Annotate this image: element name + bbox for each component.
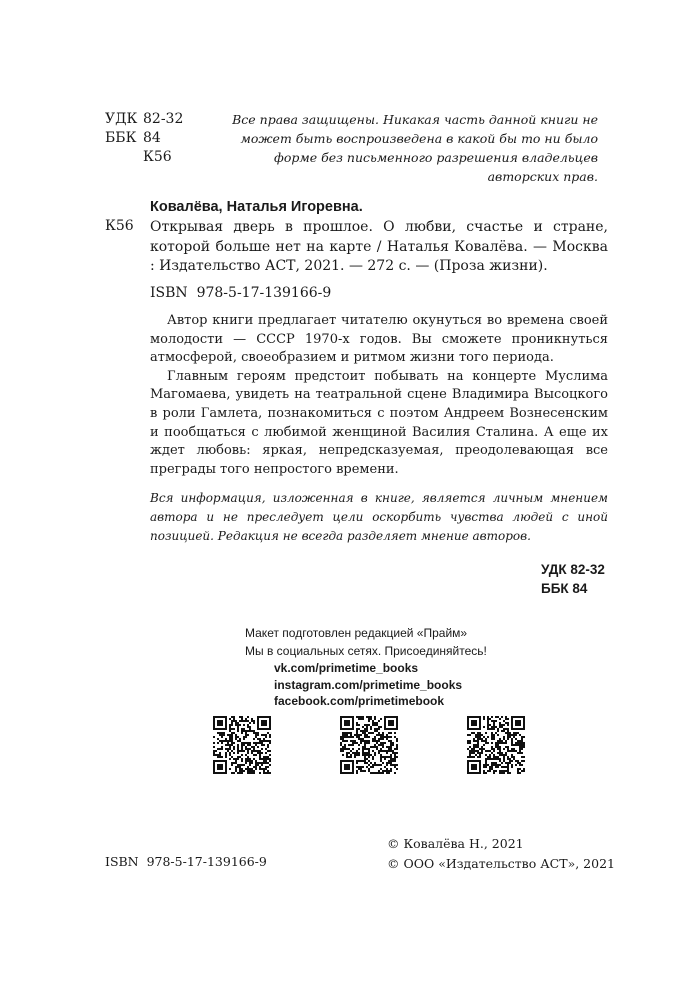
isbn-label: ISBN (150, 285, 188, 301)
author-mark-repeat: К56 (105, 218, 134, 234)
link-vk[interactable]: vk.com/primetime_books (274, 661, 419, 675)
rights-notice: Все права защищены. Никакая часть данной книги не может быть воспроизведена в какой бы то ни было форме без письменного разрешения владельцев авторских прав. (232, 112, 598, 184)
annotation (150, 312, 608, 479)
copyright-publisher: © ООО «Издательство АСТ», 2021 (387, 856, 615, 871)
bbk-label: ББК (105, 130, 137, 146)
udk-code: УДК 82-32 (541, 562, 605, 577)
imprint (245, 624, 487, 710)
bibliographic-description: Открывая дверь в прошлое. О любви, счастье и стране, которой больше нет на карте / Наталья Ковалёва. — Москва : Издательство АСТ, 2021. — 272 с. — (Проза жизни). (150, 219, 608, 274)
link-instagram[interactable]: instagram.com/primetime_books (274, 677, 463, 692)
annotation-paragraph: Автор книги предлагает читателю окунуться во времена своей молодости — СССР 1970-х годов. Вы сможете проникнуться атмосферой, своеобразием и ритмом жизни того периода. (150, 313, 608, 366)
isbn-top (150, 285, 331, 301)
author-heading: Ковалёва, Наталья Игоревна. (150, 199, 363, 215)
udk-label: УДК (105, 111, 138, 127)
qr-code-icon[interactable] (213, 716, 271, 774)
bbk-code: ББК 84 (541, 581, 588, 596)
prepared-by: Макет подготовлен редакцией «Прайм» (245, 626, 468, 640)
author-mark: К56 (143, 149, 172, 165)
bbk-value: 84 (143, 130, 161, 146)
isbn-bottom (105, 854, 267, 869)
qr-code-icon[interactable] (467, 716, 525, 774)
copyright-author: © Ковалёва Н., 2021 (387, 836, 524, 851)
social-call: Мы в социальных сетях. Присоединяйтесь! (245, 644, 487, 658)
udk-value: 82-32 (143, 111, 184, 127)
copyright (387, 834, 615, 874)
disclaimer: Вся информация, изложенная в книге, является личным мнением автора и не преследует цели оскорбить чувства людей с иной позицией. Редакция не всегда разделяет мнение авторов. (150, 491, 608, 543)
classification-codes (105, 110, 183, 167)
link-facebook[interactable]: facebook.com/primetimebook (274, 694, 445, 708)
classification-codes-right (541, 560, 605, 598)
isbn-value: 978-5-17-139166-9 (196, 285, 332, 301)
annotation-paragraph: Главным героям предстоит побывать на концерте Муслима Магомаева, увидеть на театральной сцене Владимира Высоцкого в роли Гамлета, познакомиться с поэтом Андреем Вознесенским и пообщаться с любимой женщиной Василия Сталина. А еще их ждет любовь: яркая, непредсказуемая, преодолевающая все преграды того непростого времени. (150, 368, 608, 477)
isbn-value: 978-5-17-139166-9 (146, 854, 267, 869)
qr-code-icon[interactable] (340, 716, 398, 774)
isbn-label: ISBN (105, 854, 139, 869)
